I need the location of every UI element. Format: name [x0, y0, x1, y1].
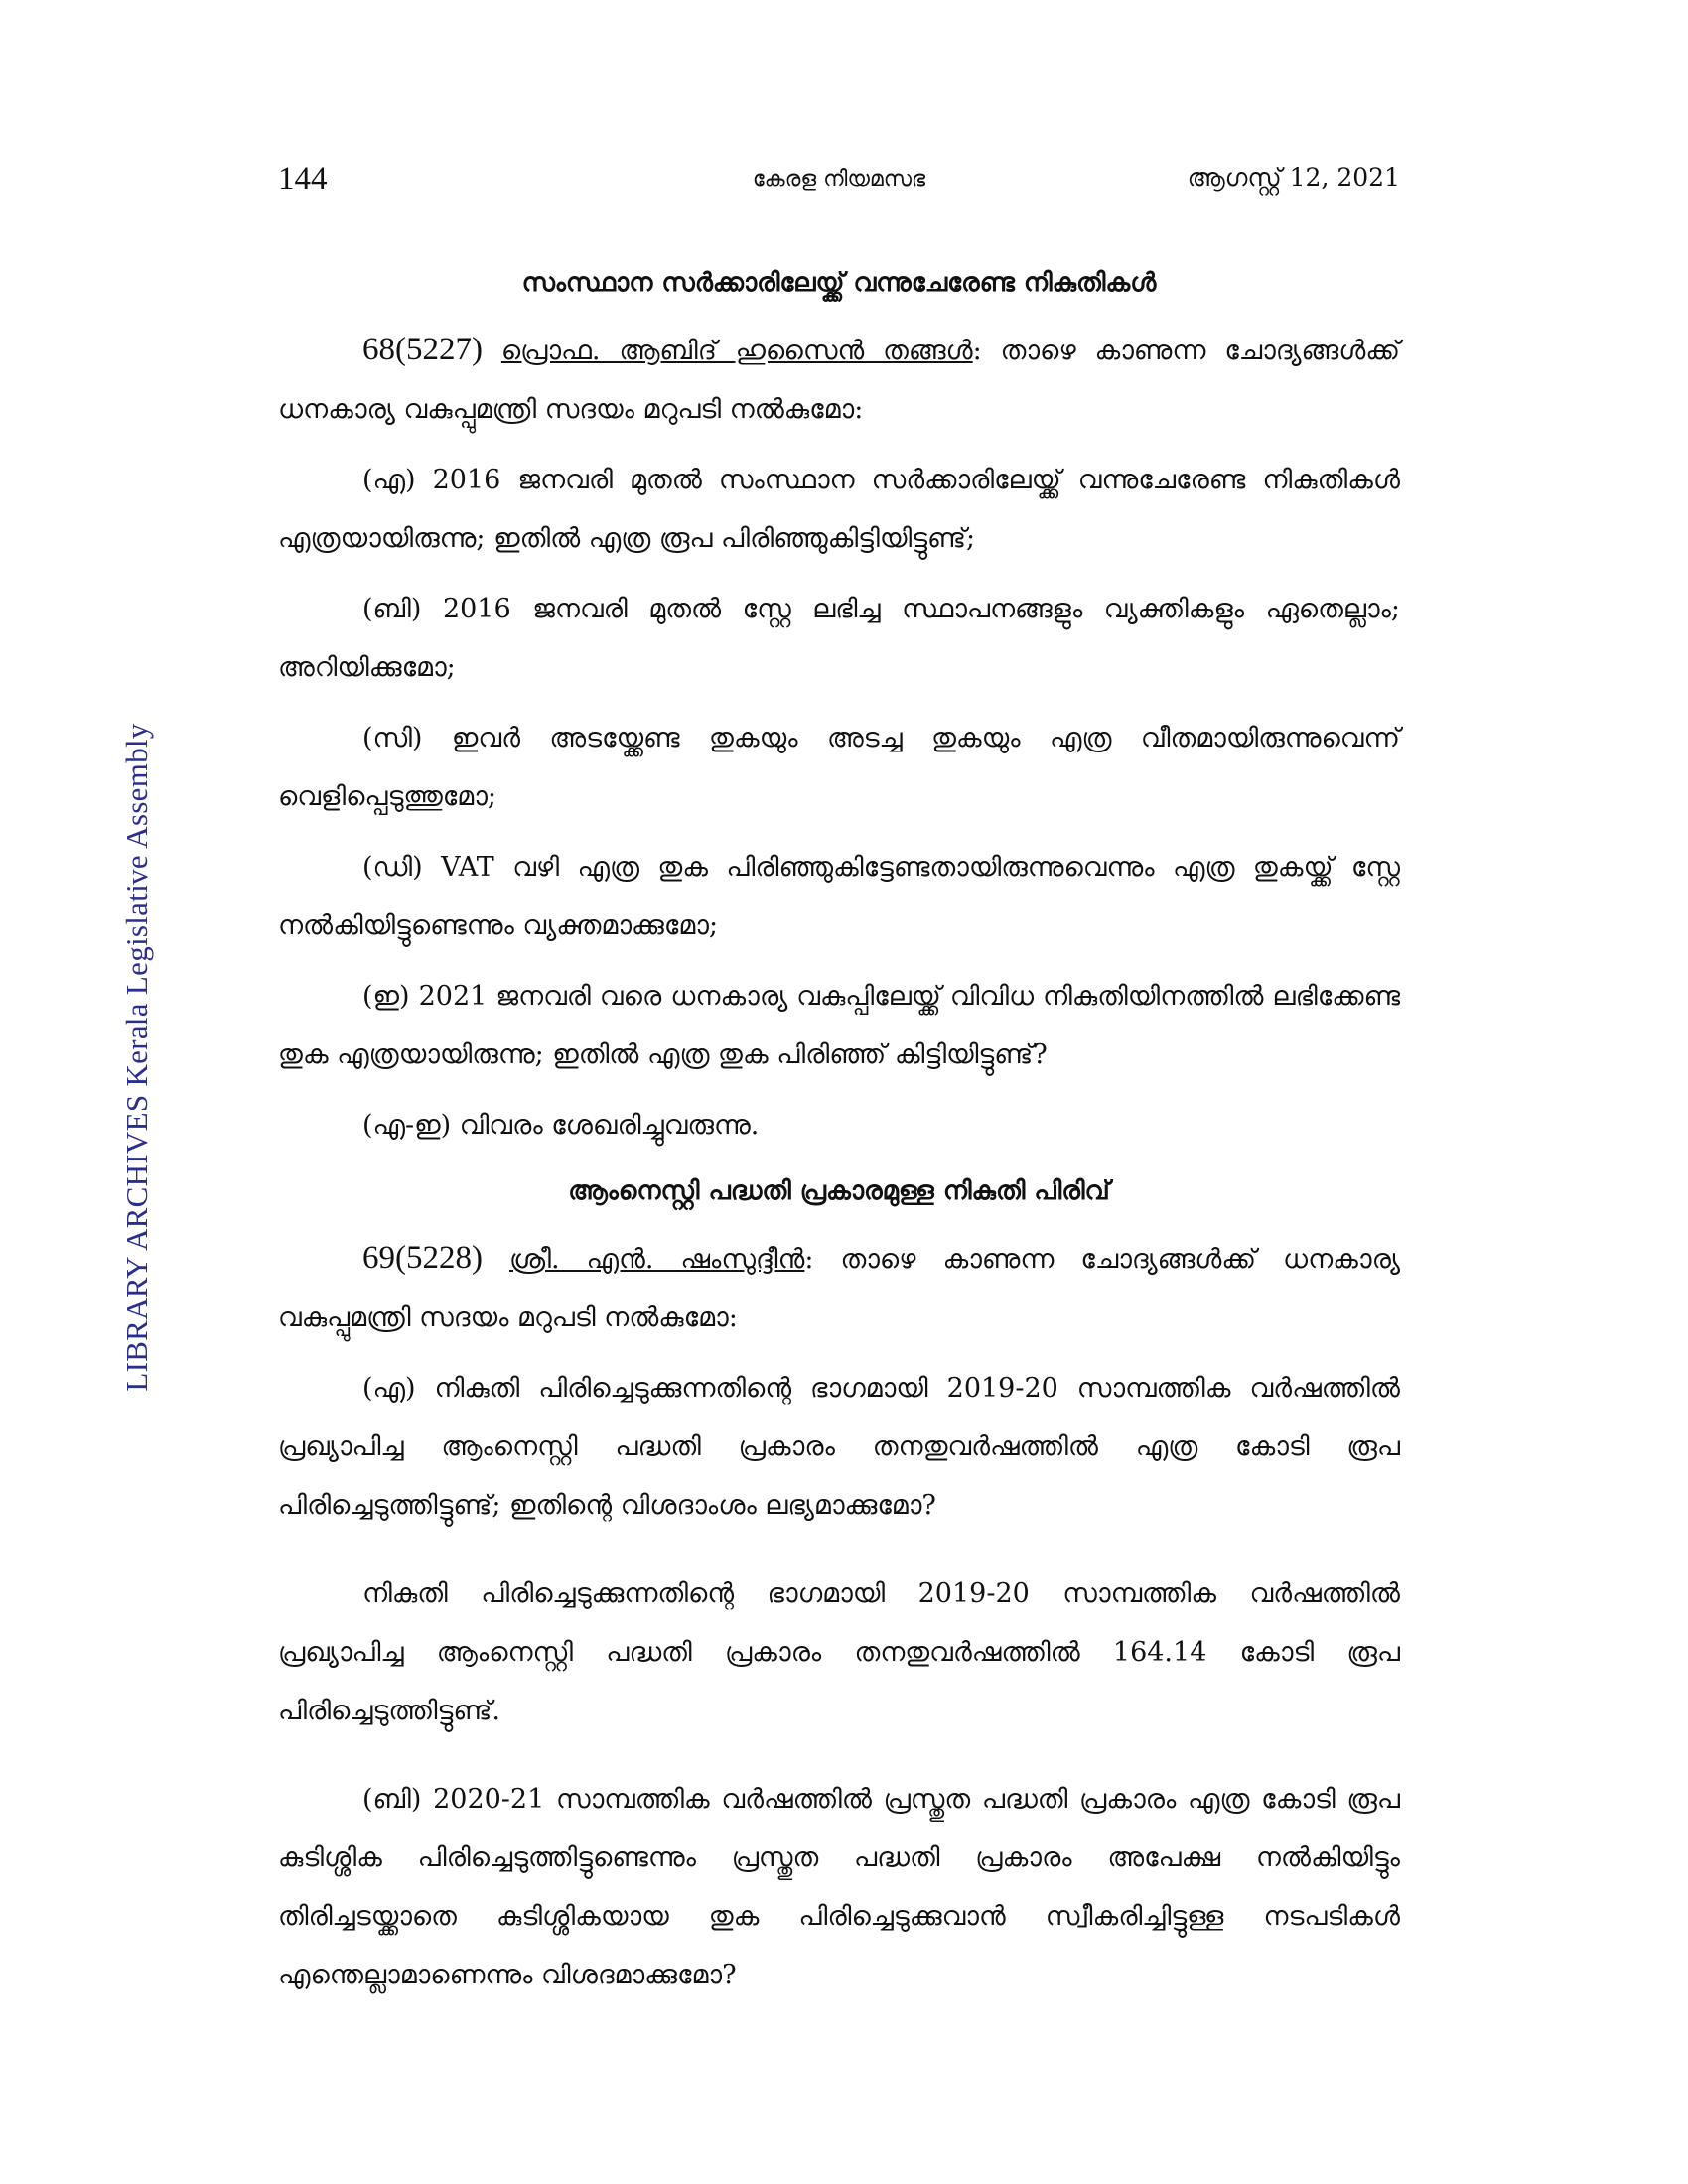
question-part: (എ) നികുതി പിരിച്ചെടുക്കുന്നതിന്റെ ഭാഗമായി 2019-20 സാമ്പത്തിക വർഷത്തിൽ പ്രഖ്യാപിച്ച ആംനെസ്റ്റി പദ്ധതി പ്രകാരം തനതുവർഷത്തിൽ എത്ര കോടി രൂപ പിരിച്ചെടുത്തിട്ടുണ്ട്; ഇതിന്റെ വിശദാംശം ലഭ്യമാക്കുമോ? — [278, 1373, 1400, 1521]
member-name: ശ്രീ. എൻ. ഷംസുദ്ദീൻ — [508, 1244, 805, 1275]
question-part: (സി) ഇവർ അടയ്ക്കേണ്ട തുകയും അടച്ച തുകയും എത്ര വീതമായിരുന്നുവെന്ന് വെളിപ്പെടുത്തുമോ; — [278, 723, 1400, 812]
question-part: (ബി) 2016 ജനവരി മുതൽ സ്റ്റേ ലഭിച്ച സ്ഥാപനങ്ങളും വ്യക്തികളും ഏതെല്ലാം; അറിയിക്കുമോ; — [278, 594, 1400, 683]
archive-watermark: LIBRARY ARCHIVES Kerala Legislative Assembly — [119, 723, 154, 1392]
answer-text: (എ-ഇ) വിവരം ശേഖരിച്ചുവരുന്നു. — [362, 1110, 760, 1141]
question-number: 68(5227) — [362, 332, 483, 367]
question-intro-text: : താഴെ കാണുന്ന ചോദ്യങ്ങൾക്ക് ധനകാര്യ വകുപ്പുമന്ത്രി സദയം മറുപടി നൽകുമോ: — [278, 1244, 1400, 1333]
page-number: 144 — [278, 161, 328, 197]
page-header — [278, 161, 1400, 205]
document-body — [278, 268, 1400, 2004]
question-intro — [278, 1229, 1400, 1347]
question-part: (ഇ) 2021 ജനവരി വരെ ധനകാര്യ വകുപ്പിലേയ്ക്ക് വിവിധ നികുതിയിനത്തിൽ ലഭിക്കേണ്ട തുക എത്രയായിരുന്നു; ഇതിൽ എത്ര തുക പിരിഞ്ഞ് കിട്ടിയിട്ടുണ്ട്? — [278, 981, 1400, 1070]
question-intro-text: : താഴെ കാണുന്ന ചോദ്യങ്ങൾക്ക് ധനകാര്യ വകുപ്പുമന്ത്രി സദയം മറുപടി നൽകുമോ: — [278, 336, 1400, 425]
question-number: 69(5228) — [362, 1240, 483, 1276]
running-head-title: കേരള നിയമസഭ — [752, 167, 926, 192]
question-part: (എ) 2016 ജനവരി മുതൽ സംസ്ഥാന സർക്കാരിലേയ്ക്ക് വന്നുചേരേണ്ട നികുതികൾ എത്രയായിരുന്നു; ഇതിൽ എത്ര രൂപ പിരിഞ്ഞുകിട്ടിയിട്ടുണ്ട്; — [278, 465, 1400, 554]
question-part: (ബി) 2020-21 സാമ്പത്തിക വർഷത്തിൽ പ്രസ്തുത പദ്ധതി പ്രകാരം എത്ര കോടി രൂപ കുടിശ്ശിക പിരിച്ചെടുത്തിട്ടുണ്ടെന്നും പ്രസ്തുത പദ്ധതി പ്രകാരം അപേക്ഷ നൽകിയിട്ടും തിരിച്ചടയ്ക്കാതെ കുടിശ്ശികയായ തുക പിരിച്ചെടുക്കുവാൻ സ്വീകരിച്ചിട്ടുള്ള നടപടികൾ എന്തെല്ലാമാണെന്നും വിശദമാക്കുമോ? — [278, 1784, 1400, 1990]
answer-text: നികുതി പിരിച്ചെടുക്കുന്നതിന്റെ ഭാഗമായി 2019-20 സാമ്പത്തിക വർഷത്തിൽ പ്രഖ്യാപിച്ച ആംനെസ്റ്റി പദ്ധതി പ്രകാരം തനതുവർഷത്തിൽ 164.14 കോടി രൂപ പിരിച്ചെടുത്തിട്ടുണ്ട്. — [278, 1578, 1400, 1726]
question-part: (ഡി) VAT വഴി എത്ര തുക പിരിഞ്ഞുകിട്ടേണ്ടതായിരുന്നുവെന്നും എത്ര തുകയ്ക്ക് സ്റ്റേ നൽകിയിട്ടുണ്ടെന്നും വ്യക്തമാക്കുമോ; — [278, 852, 1400, 941]
section-title: സംസ്ഥാന സർക്കാരിലേയ്ക്ക് വന്നുചേരേണ്ട നികുതികൾ — [521, 268, 1157, 298]
member-name: പ്രൊഫ. ആബിദ് ഹുസൈൻ തങ്ങൾ — [500, 336, 973, 366]
section-title: ആംനെസ്റ്റി പദ്ധതി പ്രകാരമുള്ള നികുതി പിരിവ് — [568, 1176, 1110, 1206]
header-date: ആഗസ്റ്റ് 12, 2021 — [1187, 163, 1400, 192]
question-intro — [278, 321, 1400, 439]
